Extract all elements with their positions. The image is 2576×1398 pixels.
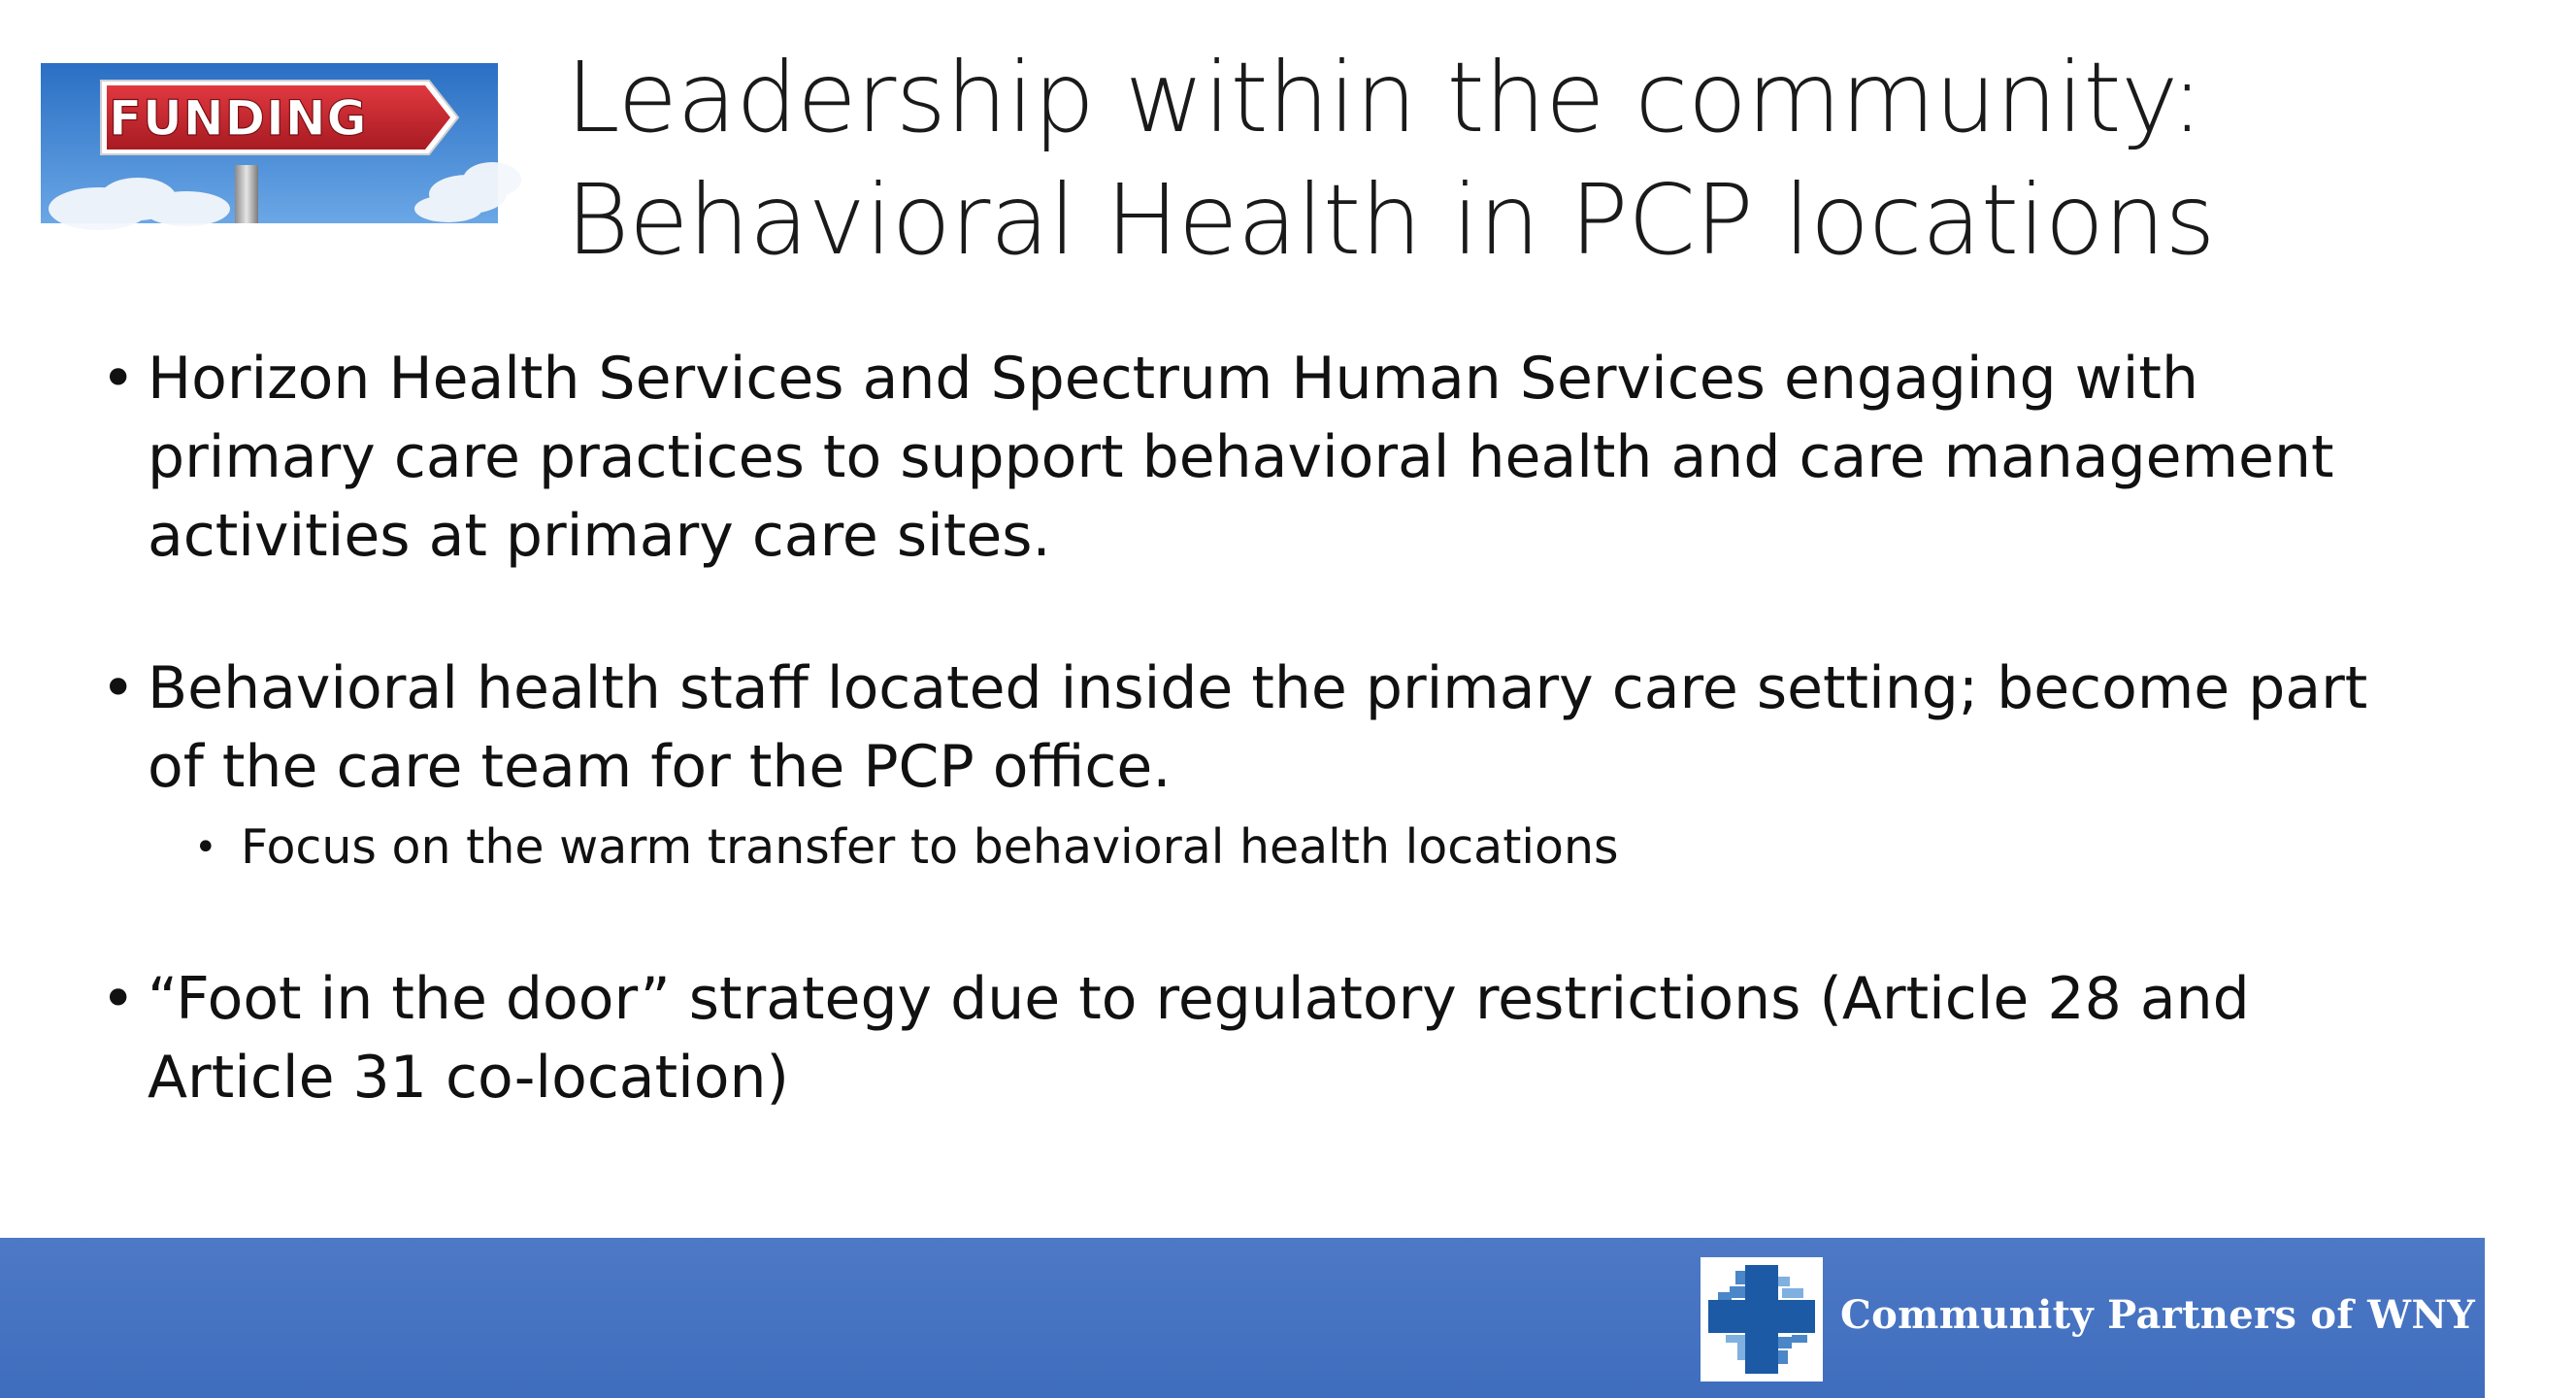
organization-name: Community Partners of WNY PPS [1840,1292,2576,1338]
funding-sign-text: FUNDING [109,90,368,147]
bullet-dot-icon: • [101,965,136,1033]
bullet-text-line: of the care team for the PCP office. [148,733,1172,801]
bullet-dot-icon: • [101,654,136,722]
bullet-text-line: Behavioral health staff located inside the primary care setting; become part [148,654,2368,722]
medical-cross-logo-icon [1701,1257,1823,1381]
bullet-text-line: Horizon Health Services and Spectrum Human Services engaging with [148,345,2198,413]
bullet-list [97,340,2407,1117]
bullet-text-line: primary care practices to support behavioral health and care management [148,423,2334,491]
bullet-item [97,340,2407,576]
slide-title-line-1: Leadership within the community: [566,41,2203,154]
slide-title [566,37,2410,282]
sub-bullet-text: Focus on the warm transfer to behavioral health locations [241,819,1619,875]
sub-bullet-item [97,816,2407,879]
bullet-text-line: activities at primary care sites. [148,502,1051,570]
footer-bar [0,1238,2576,1398]
bullet-item [97,649,2407,807]
bullet-item [97,960,2407,1117]
funding-sign-image [41,63,498,223]
slide-title-line-2: Behavioral Health in PCP locations [566,163,2215,277]
bullet-dot-icon: • [101,345,136,413]
bullet-text-line: Article 31 co-location) [148,1044,789,1112]
sub-bullet-dot-icon: • [194,825,217,870]
bullet-text-line: “Foot in the door” strategy due to regulatory restrictions (Article 28 and [148,965,2250,1033]
